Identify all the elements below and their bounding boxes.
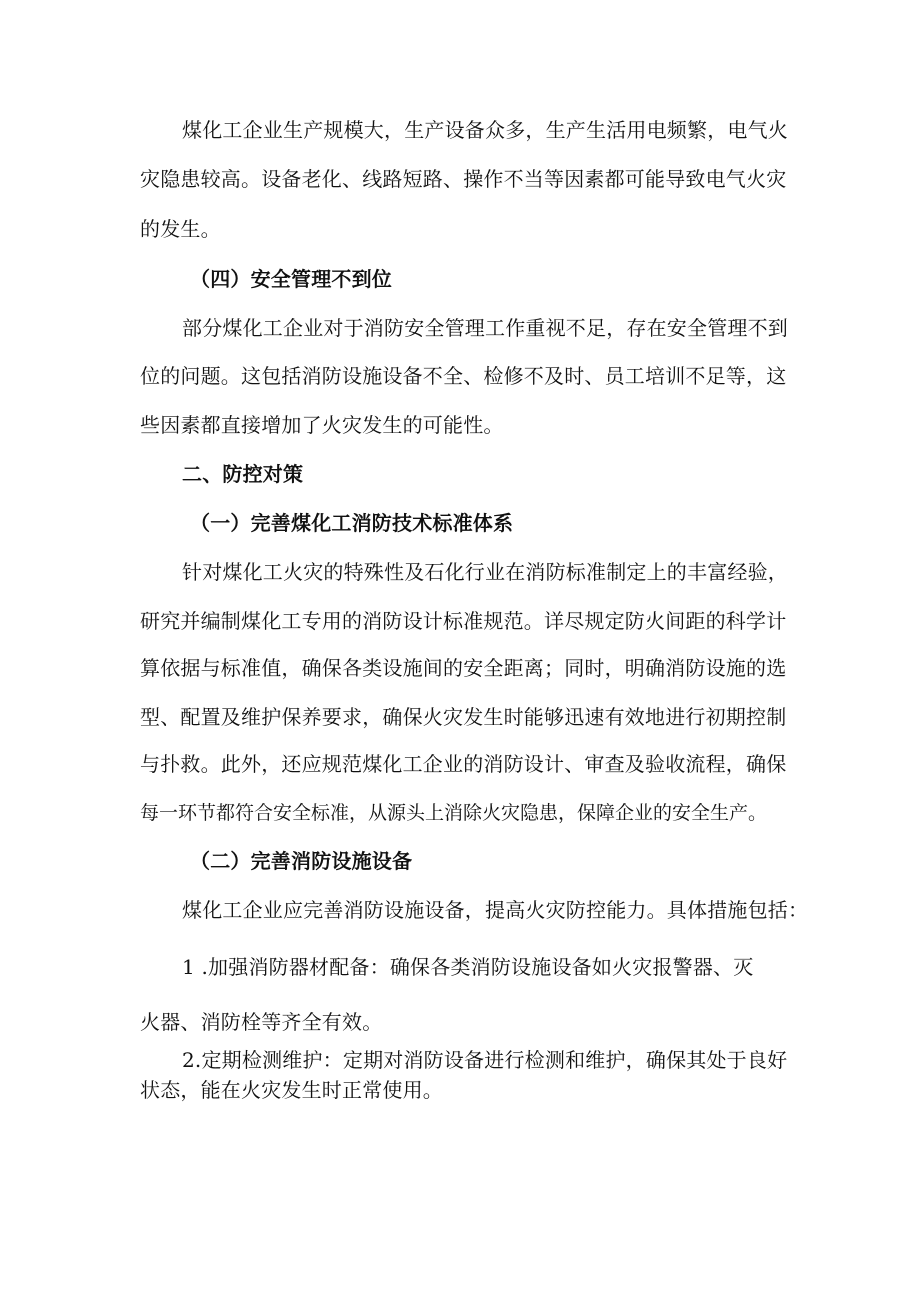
para3-line6: 每一环节都符合安全标准，从源头上消除火灾隐患，保障企业的安全生产。: [140, 802, 768, 824]
heading-standards-system: （一）完善煤化工消防技术标准体系: [190, 511, 514, 535]
para3-line3: 算依据与标准值，确保各类设施间的安全距离；同时，明确消防设施的选: [140, 656, 787, 680]
para3-line5: 与扑救。此外，还应规范煤化工企业的消防设计、审查及验收流程，确保: [140, 752, 787, 776]
para1-line1: 煤化工企业生产规模大，生产设备众多，生产生活用电频繁，电气火: [182, 118, 788, 142]
list-item-1-line2: 火器、消防栓等齐全有效。: [140, 1010, 383, 1034]
list-item-2-line2: 状态，能在火灾发生时正常使用。: [140, 1078, 443, 1102]
para2-line3: 些因素都直接增加了火灾发生的可能性。: [140, 413, 504, 437]
para1-line2: 灾隐患较高。设备老化、线路短路、操作不当等因素都可能导致电气火灾: [140, 167, 787, 191]
list-item-2-line1: 2.定期检测维护：定期对消防设备进行检测和维护，确保其处于良好: [182, 1048, 788, 1072]
para3-line4: 型、配置及维护保养要求，确保火灾发生时能够迅速有效地进行初期控制: [140, 705, 787, 729]
heading-safety-management: （四）安全管理不到位: [190, 267, 392, 291]
para1-line3: 的发生。: [140, 217, 221, 241]
para2-line2: 位的问题。这包括消防设施设备不全、检修不及时、员工培训不足等，这: [140, 364, 787, 388]
para3-line2: 研究并编制煤化工专用的消防设计标准规范。详尽规定防火间距的科学计: [140, 609, 787, 633]
heading-fire-facilities: （二）完善消防设施设备: [190, 849, 413, 873]
para2-line1: 部分煤化工企业对于消防安全管理工作重视不足，存在安全管理不到: [182, 316, 788, 340]
list-item-1-line1: 1 .加强消防器材配备：确保各类消防设施设备如火灾报警器、灭: [182, 955, 754, 979]
para4-line1: 煤化工企业应完善消防设施设备，提高火灾防控能力。具体措施包括：: [182, 898, 809, 922]
section-heading-prevention: 二、防控对策: [182, 462, 304, 486]
para3-line1: 针对煤化工火灾的特殊性及石化行业在消防标准制定上的丰富经验，: [182, 560, 788, 584]
